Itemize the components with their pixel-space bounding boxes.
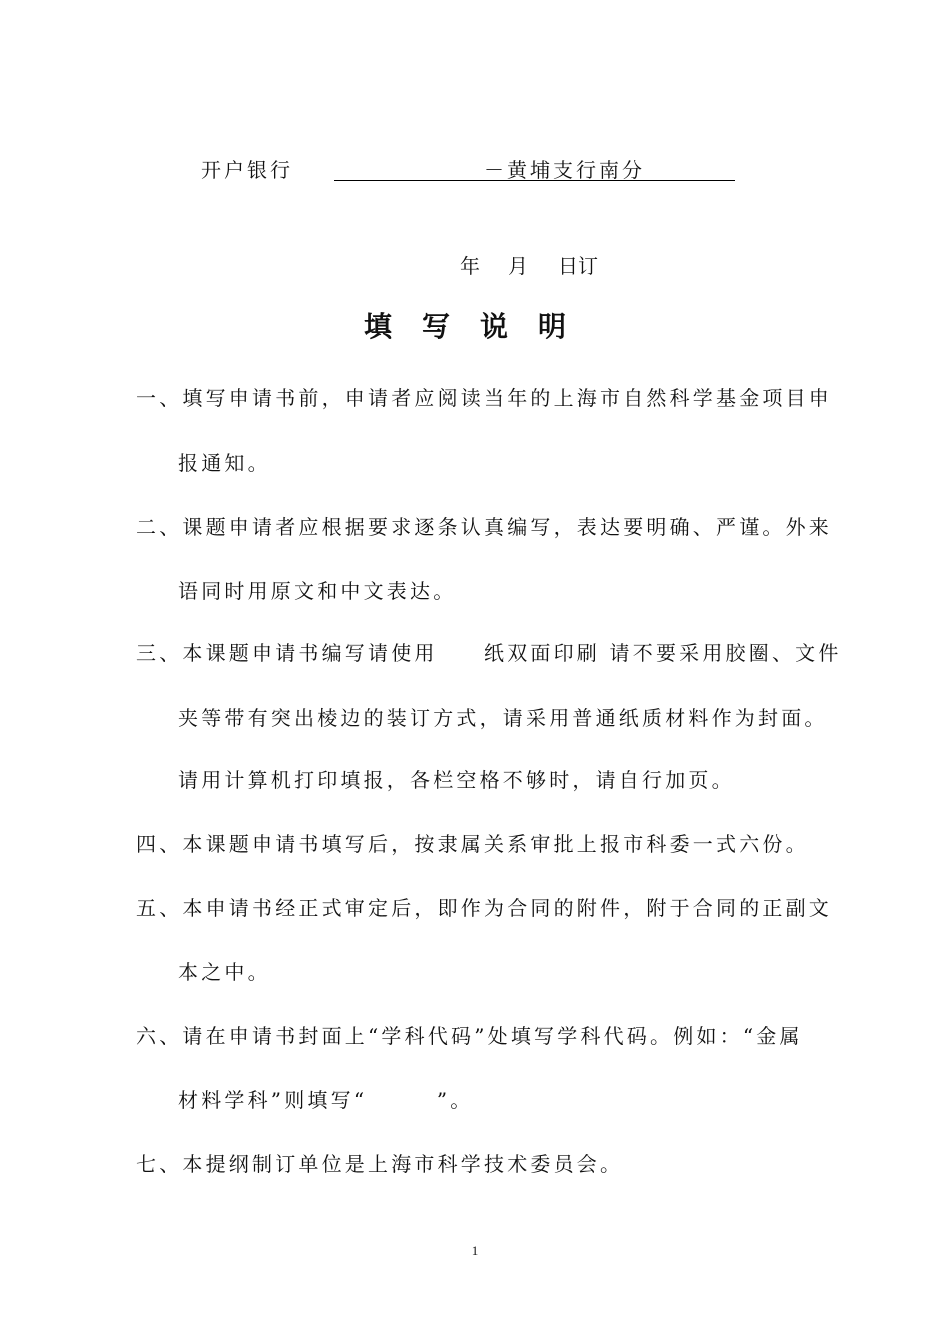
section-title: 填写说明 xyxy=(363,310,596,343)
instruction-3-line-1: 三、本课题申请书编写请使用 纸双面印刷 请不要采用胶圈、文件 xyxy=(136,641,842,665)
instruction-5-line-1: 五、本申请书经正式审定后，即作为合同的附件，附于合同的正副文 xyxy=(136,896,832,920)
instruction-4-line-1: 四、本课题申请书填写后，按隶属关系审批上报市科委一式六份。 xyxy=(136,832,809,856)
instruction-6-line-2: 材料学科”则填写“ ”。 xyxy=(178,1088,474,1112)
instruction-5-line-2: 本之中。 xyxy=(178,960,271,984)
instruction-7-line-1: 七、本提纲制订单位是上海市科学技术委员会。 xyxy=(136,1152,624,1176)
page-number: 1 xyxy=(471,1243,479,1258)
bank-label: 开户银行 xyxy=(201,158,293,182)
instruction-1-line-2: 报通知。 xyxy=(178,451,271,475)
instruction-6-line-1: 六、请在申请书封面上“学科代码”处填写学科代码。例如：“金属 xyxy=(136,1024,803,1048)
date-month: 月 xyxy=(508,254,528,278)
instruction-3-line-2: 夹等带有突出棱边的装订方式，请采用普通纸质材料作为封面。 xyxy=(178,706,828,730)
date-year: 年 xyxy=(460,254,480,278)
bank-value: －黄埔支行南分 xyxy=(484,158,645,182)
bank-field xyxy=(334,152,735,181)
date-day: 日订 xyxy=(558,254,598,278)
instruction-3-line-3: 请用计算机打印填报，各栏空格不够时，请自行加页。 xyxy=(178,768,735,792)
date-line xyxy=(460,250,598,279)
instruction-2-line-1: 二、课题申请者应根据要求逐条认真编写，表达要明确、严谨。外来 xyxy=(136,515,832,539)
instruction-1-line-1: 一、填写申请书前，申请者应阅读当年的上海市自然科学基金项目申 xyxy=(136,386,832,410)
instruction-2-line-2: 语同时用原文和中文表达。 xyxy=(178,579,457,603)
